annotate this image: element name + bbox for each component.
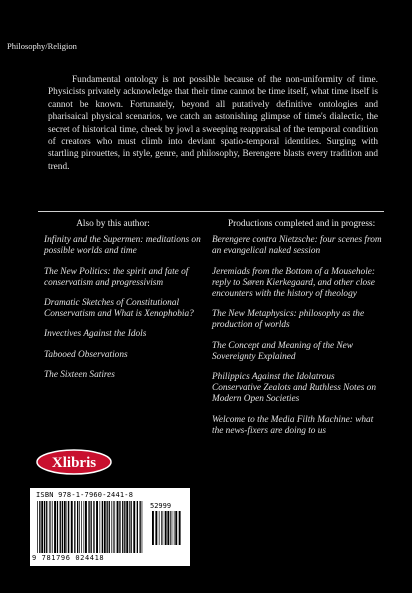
title-item: Berengere contra Nietzsche: four scenes from an evangelical naked session [212, 235, 382, 257]
isbn-number: ISBN 978-1-7960-2441-8 [36, 491, 134, 499]
productions-list [212, 219, 382, 446]
barcode-bars [36, 501, 144, 553]
price-barcode-bars [151, 511, 183, 545]
barcode-digits: 9 781796 024418 [32, 554, 105, 562]
svg-text:Xlibris: Xlibris [51, 455, 97, 471]
title-item: The Sixteen Satires [44, 369, 115, 380]
title-item: The New Metaphysics: philosophy as the production of worlds [212, 309, 365, 331]
title-item: Invectives Against the Idols [44, 329, 147, 340]
title-item: The Concept and Meaning of the New Sovereignty Explained [212, 340, 353, 362]
title-item: Welcome to the Media Filth Machine: what the news-fixers are doing to us [212, 414, 374, 436]
blurb-text: Fundamental ontology is not possible because of the non-uniformity of time. Physicists privately acknowledge that their time cannot be time itself, what time itself is cannot be known. Fortunately, beyond all putatively definitive ontologies and pharisaical physical scenarios, we catch an astonishing glimpse of time's dialectic, the secret of historical time, cheek by jowl a sweeping reappraisal of the temporal condition of creators who must climb into deviant spatio-temporal identities. Surging with startling pirouettes, in style, genre, and philosophy, Berengere blasts every tradition and trend. [48, 75, 378, 172]
title-item: Jeremiads from the Bottom of a Mousehole: reply to Søren Kierkegaard, and other close encounters with the history of theology [212, 266, 376, 300]
price-code: 52999 [150, 502, 172, 510]
title-item: Dramatic Sketches of Constitutional Conservatism and What is Xenophobia? [44, 298, 194, 320]
xlibris-logo [35, 448, 113, 476]
title-item: The New Politics: the spirit and fate of conservatism and progressivism [44, 266, 189, 288]
productions-heading: Productions completed and in progress: [228, 219, 376, 229]
also-by-author-list [44, 219, 216, 390]
also-by-author-heading: Also by this author: [76, 219, 150, 229]
divider [38, 211, 384, 212]
title-item: Tabooed Observations [44, 349, 128, 360]
category-label: Philosophy/Religion [7, 41, 77, 51]
isbn-barcode [30, 488, 190, 566]
back-cover-blurb [48, 74, 378, 173]
title-item: Infinity and the Supermen: meditations on possible worlds and time [44, 235, 201, 257]
title-item: Philippics Against the Idolatrous Conservative Zealots and Ruthless Notes on Modern Open Societies [212, 372, 376, 405]
